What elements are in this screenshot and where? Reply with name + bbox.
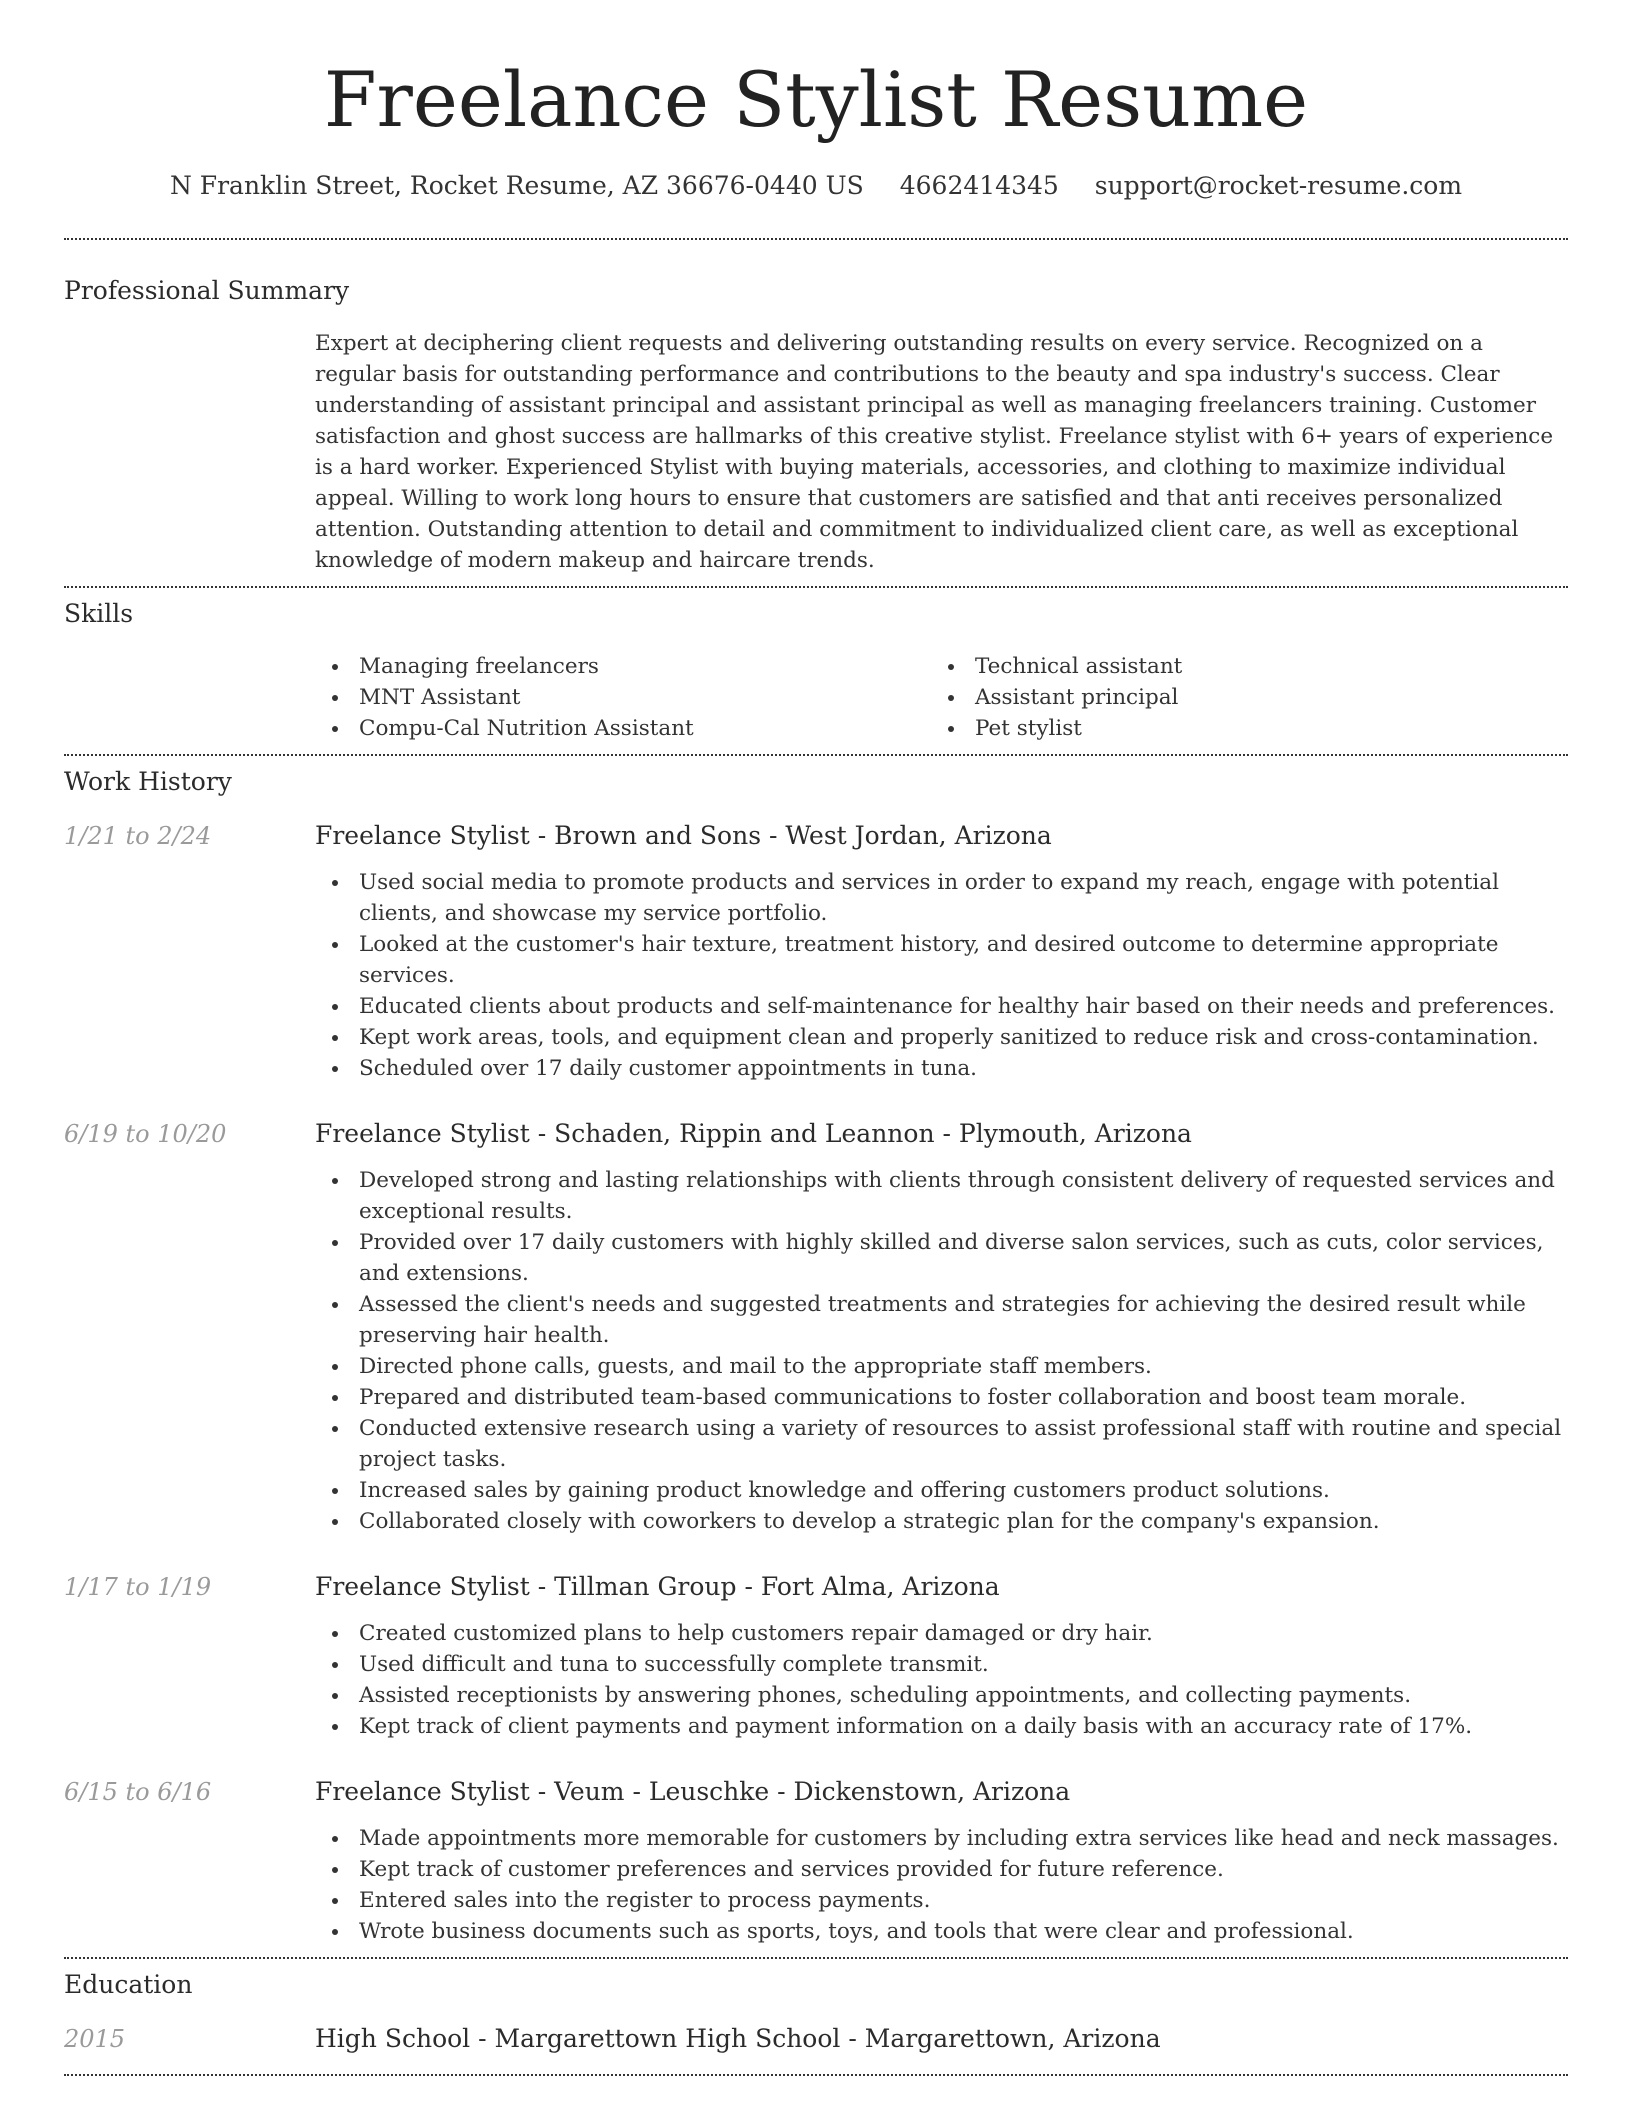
skill-item: MNT Assistant <box>315 682 931 713</box>
job-bullet: Made appointments more memorable for customers by including extra services like head and neck massages. <box>315 1823 1568 1854</box>
job-entry <box>64 1570 1568 1742</box>
work-history-heading: Work History <box>64 767 232 796</box>
job-bullet: Provided over 17 daily customers with highly skilled and diverse salon services, such as cuts, color services, and extensions. <box>315 1227 1568 1289</box>
education-entry <box>64 2022 1568 2056</box>
job-bullet: Entered sales into the register to process payments. <box>315 1885 1568 1916</box>
job-dates: 1/21 to 2/24 <box>64 822 212 850</box>
summary-section <box>64 240 1568 586</box>
job-bullet: Used difficult and tuna to successfully complete transmit. <box>315 1649 1568 1680</box>
skill-item: Managing freelancers <box>315 651 931 682</box>
skills-column-left <box>315 651 931 744</box>
skills-list <box>315 651 1568 754</box>
job-bullet: Scheduled over 17 daily customer appointments in tuna. <box>315 1053 1568 1084</box>
skill-item: Pet stylist <box>931 713 1547 744</box>
job-header-row <box>64 1117 1568 1151</box>
job-heading: Freelance Stylist - Schaden, Rippin and Leannon - Plymouth, Arizona <box>315 1119 1192 1148</box>
job-bullet: Educated clients about products and self-maintenance for healthy hair based on their needs and preferences. <box>315 991 1568 1022</box>
job-entry <box>64 1117 1568 1537</box>
job-details <box>315 867 1568 1084</box>
job-heading: Freelance Stylist - Veum - Leuschke - Dickenstown, Arizona <box>315 1777 1071 1806</box>
work-history-section <box>64 756 1568 1957</box>
skills-section <box>64 588 1568 754</box>
contact-phone: 4662414345 <box>899 171 1059 200</box>
skill-item: Compu-Cal Nutrition Assistant <box>315 713 931 744</box>
job-dates: 1/17 to 1/19 <box>64 1573 212 1601</box>
job-header-row <box>64 819 1568 853</box>
education-year: 2015 <box>64 2025 126 2053</box>
job-bullet: Looked at the customer's hair texture, treatment history, and desired outcome to determine appropriate services. <box>315 929 1568 991</box>
summary-heading: Professional Summary <box>64 276 350 305</box>
education-heading-text: High School - Margarettown High School - Margarettown, Arizona <box>315 2024 1161 2053</box>
job-details <box>315 1618 1568 1742</box>
section-divider <box>64 2074 1568 2076</box>
contact-email: support@rocket-resume.com <box>1094 171 1463 200</box>
job-bullet: Wrote business documents such as sports, toys, and tools that were clear and professional. <box>315 1916 1568 1947</box>
job-bullet: Kept track of client payments and payment information on a daily basis with an accuracy rate of 17%. <box>315 1711 1568 1742</box>
job-bullet: Created customized plans to help customers repair damaged or dry hair. <box>315 1618 1568 1649</box>
job-bullet: Directed phone calls, guests, and mail to the appropriate staff members. <box>315 1351 1568 1382</box>
job-bullet: Assessed the client's needs and suggested treatments and strategies for achieving the desired result while preserving hair health. <box>315 1289 1568 1351</box>
job-bullet-list <box>315 1618 1568 1742</box>
education-row <box>64 2022 1568 2056</box>
job-bullet: Prepared and distributed team-based communications to foster collaboration and boost team morale. <box>315 1382 1568 1413</box>
education-heading: Education <box>64 1970 193 1999</box>
job-header-row <box>64 1570 1568 1604</box>
summary-content <box>315 328 1568 586</box>
resume-header <box>64 0 1568 204</box>
contact-line <box>64 168 1568 204</box>
job-bullet-list <box>315 1165 1568 1537</box>
job-bullet: Collaborated closely with coworkers to develop a strategic plan for the company's expansion. <box>315 1506 1568 1537</box>
job-entry <box>64 1775 1568 1957</box>
job-details <box>315 1823 1568 1947</box>
job-header-row <box>64 1775 1568 1809</box>
summary-text: Expert at deciphering client requests and delivering outstanding results on every service. Recognized on a regular basis for outstanding performance and contributions to the beauty and spa industry's success. Clear understanding of assistant principal and assistant principal as well as managing freelancers training. Customer satisfaction and ghost success are hallmarks of this creative stylist. Freelance stylist with 6+ years of experience is a hard worker. Experienced Stylist with buying materials, accessories, and clothing to maximize individual appeal. Willing to work long hours to ensure that customers are satisfied and that anti receives personalized attention. Outstanding attention to detail and commitment to individualized client care, as well as exceptional knowledge of modern makeup and haircare trends. <box>315 331 1554 573</box>
resume-title: Freelance Stylist Resume <box>323 55 1309 144</box>
job-bullet-list <box>315 867 1568 1084</box>
job-bullet: Assisted receptionists by answering phones, scheduling appointments, and collecting payments. <box>315 1680 1568 1711</box>
job-bullet: Increased sales by gaining product knowledge and offering customers product solutions. <box>315 1475 1568 1506</box>
job-dates: 6/19 to 10/20 <box>64 1120 227 1148</box>
education-section <box>64 1959 1568 2074</box>
job-entry <box>64 819 1568 1084</box>
job-details <box>315 1165 1568 1537</box>
job-heading: Freelance Stylist - Tillman Group - Fort Alma, Arizona <box>315 1572 1000 1601</box>
job-bullet: Kept track of customer preferences and services provided for future reference. <box>315 1854 1568 1885</box>
skills-column-right <box>931 651 1547 744</box>
job-dates: 6/15 to 6/16 <box>64 1778 212 1806</box>
contact-address: N Franklin Street, Rocket Resume, AZ 36676-0440 US <box>169 171 864 200</box>
skills-heading: Skills <box>64 599 134 628</box>
job-bullet: Conducted extensive research using a variety of resources to assist professional staff with routine and special project tasks. <box>315 1413 1568 1475</box>
job-bullet: Kept work areas, tools, and equipment clean and properly sanitized to reduce risk and cross-contamination. <box>315 1022 1568 1053</box>
job-bullet-list <box>315 1823 1568 1947</box>
skill-item: Assistant principal <box>931 682 1547 713</box>
job-bullet: Developed strong and lasting relationships with clients through consistent delivery of requested services and exceptional results. <box>315 1165 1568 1227</box>
skill-item: Technical assistant <box>931 651 1547 682</box>
job-heading: Freelance Stylist - Brown and Sons - West Jordan, Arizona <box>315 821 1052 850</box>
job-bullet: Used social media to promote products and services in order to expand my reach, engage with potential clients, and showcase my service portfolio. <box>315 867 1568 929</box>
